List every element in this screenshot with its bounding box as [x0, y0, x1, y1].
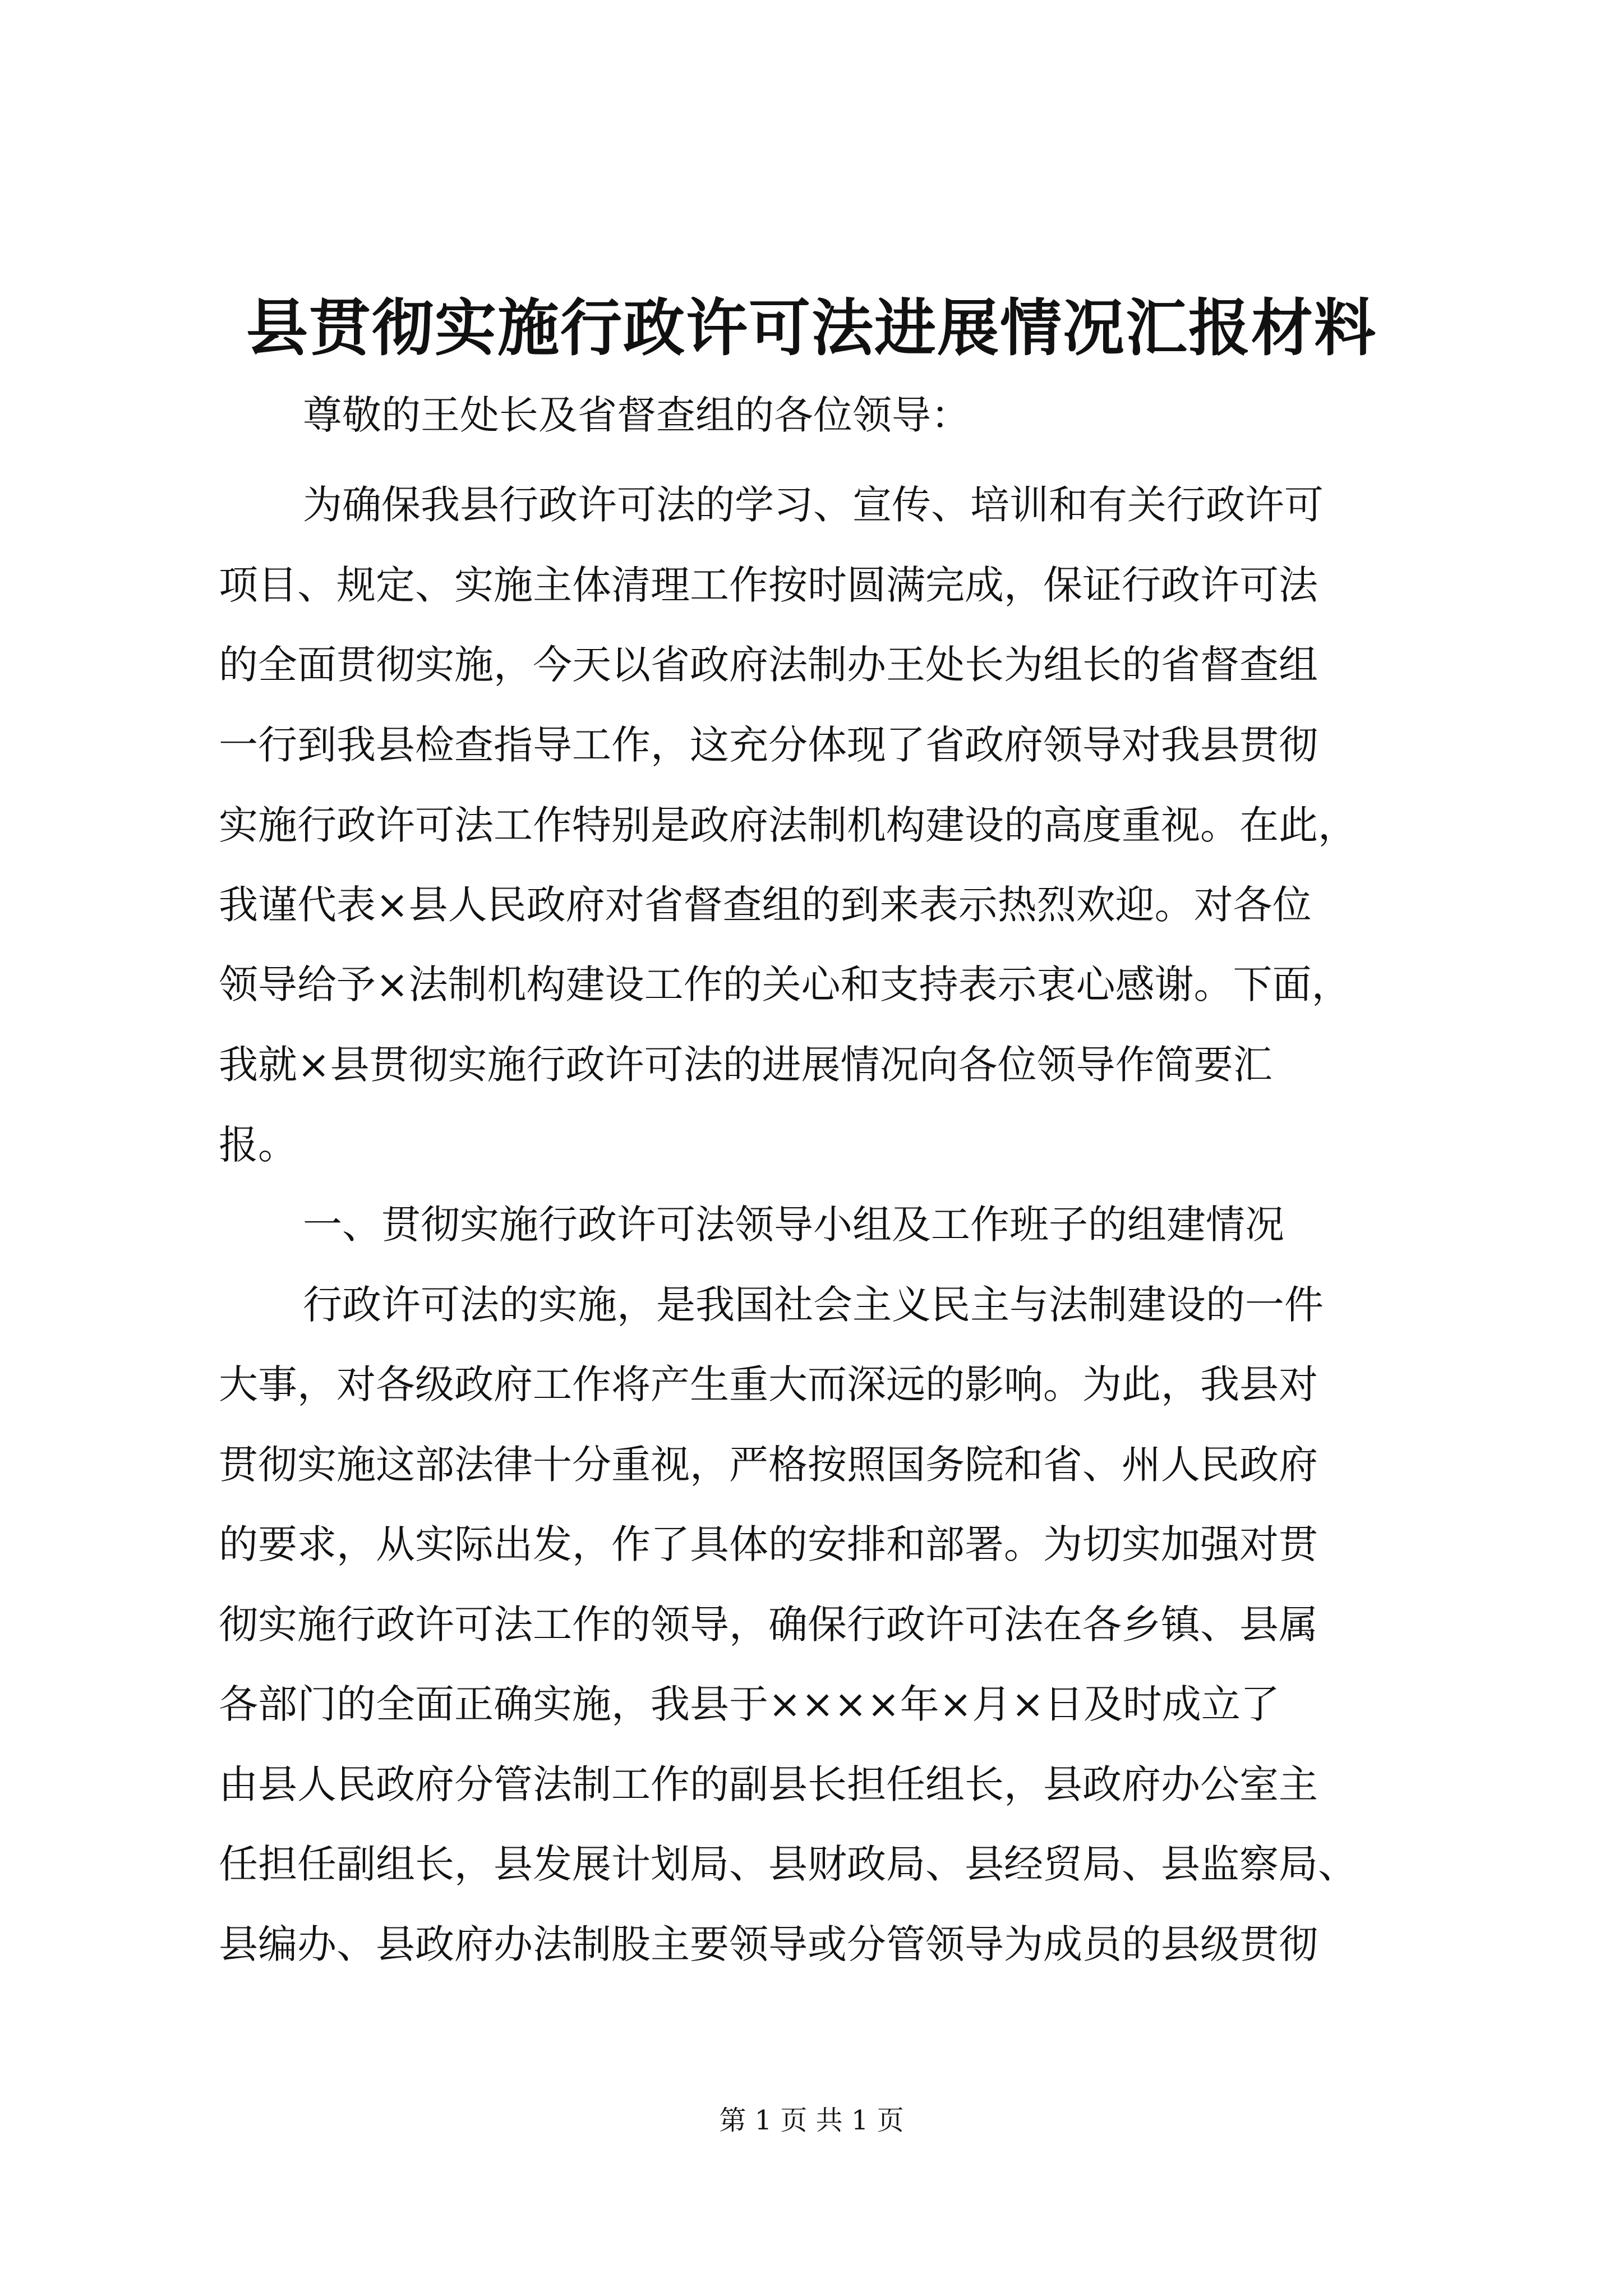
paragraph-line: 我就×县贯彻实施行政许可法的进展情况向各位领导作简要汇	[219, 1042, 1272, 1088]
paragraph-line: 的全面贯彻实施，今天以省政府法制办王处长为组长的省督查组	[219, 642, 1318, 688]
paragraph-line: 由县人民政府分管法制工作的副县长担任组长，县政府办公室主	[219, 1761, 1318, 1807]
salutation: 尊敬的王处长及省督查组的各位领导：	[303, 392, 970, 438]
paragraph-line: 项目、规定、实施主体清理工作按时圆满完成，保证行政许可法	[219, 562, 1318, 608]
paragraph-line: 实施行政许可法工作特别是政府法制机构建设的高度重视。在此，	[219, 802, 1357, 848]
paragraph-line: 贯彻实施这部法律十分重视，严格按照国务院和省、州人民政府	[219, 1442, 1318, 1488]
document-title: 县贯彻实施行政许可法进展情况汇报材料	[246, 292, 1377, 364]
paragraph-line: 领导给予×法制机构建设工作的关心和支持表示衷心感谢。下面，	[219, 961, 1351, 1007]
paragraph-line: 行政许可法的实施，是我国社会主义民主与法制建设的一件	[303, 1282, 1324, 1328]
paragraph-line: 彻实施行政许可法工作的领导，确保行政许可法在各乡镇、县属	[219, 1602, 1318, 1648]
page-footer: 第 1 页 共 1 页	[719, 2105, 904, 2136]
paragraph-line: 一行到我县检查指导工作，这充分体现了省政府领导对我县贯彻	[219, 722, 1318, 768]
paragraph-line: 大事，对各级政府工作将产生重大而深远的影响。为此，我县对	[219, 1361, 1318, 1407]
paragraph-line: 各部门的全面正确实施，我县于××××年×月×日及时成立了	[219, 1681, 1280, 1727]
paragraph-line: 的要求，从实际出发，作了具体的安排和部署。为切实加强对贯	[219, 1521, 1318, 1567]
paragraph-line: 为确保我县行政许可法的学习、宣传、培训和有关行政许可	[303, 482, 1324, 528]
section-heading: 一、贯彻实施行政许可法领导小组及工作班子的组建情况	[303, 1202, 1284, 1248]
paragraph-line: 任担任副组长，县发展计划局、县财政局、县经贸局、县监察局、	[219, 1841, 1357, 1887]
paragraph-line: 报。	[219, 1122, 297, 1168]
paragraph-line: 县编办、县政府办法制股主要领导或分管领导为成员的县级贯彻	[219, 1921, 1318, 1967]
paragraph-line: 我谨代表×县人民政府对省督查组的到来表示热烈欢迎。对各位	[219, 882, 1312, 928]
